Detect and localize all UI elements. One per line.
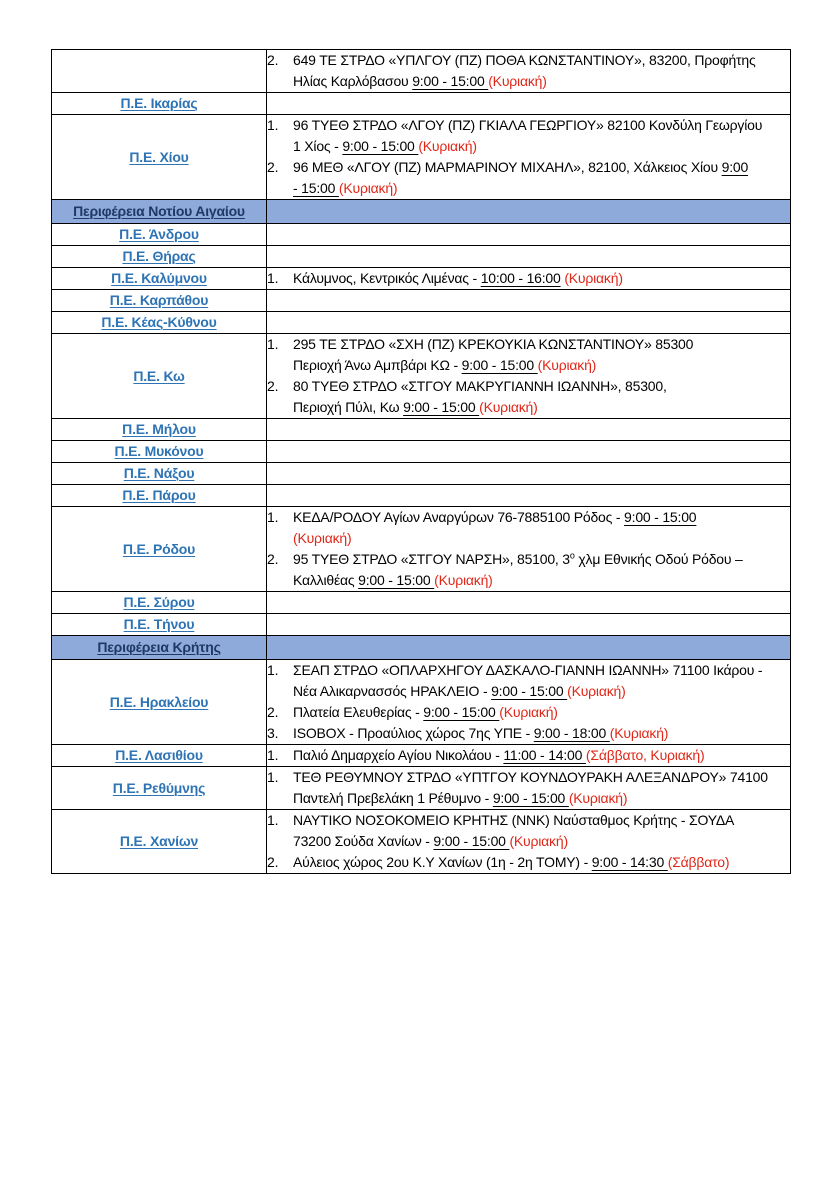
location-text: ΣΕΑΠ ΣΤΡΔΟ «ΟΠΛΑΡΧΗΓΟΥ ΔΑΣΚΑΛΟ-ΓΙΑΝΝΗ ΙΩΑΝΝΗ» 71100 Ικάρου - [293,662,763,678]
locations-cell [267,463,791,485]
opening-hours: 9:00 - 15:00 [492,790,569,806]
entry-number: 1. [267,812,279,828]
location-entry [267,50,790,92]
location-text: ΚΕΔΑ/ΡΟΔΟΥ Αγίων Αναργύρων 76-7885100 Ρόδος - [293,509,625,525]
region-link[interactable]: Π.Ε. Ικαρίας [120,95,198,111]
location-text: 73200 Σούδα Χανίων - [293,833,434,849]
opening-hours: 9:00 - 15:00 [358,572,435,588]
entry-text [293,157,790,199]
location-entry [267,376,790,418]
opening-hours: 10:00 - 16:00 [480,270,561,286]
region-cell [52,614,267,636]
entry-number: 1. [267,509,279,525]
locations-cell [267,290,791,312]
locations-cell [267,312,791,334]
entry-text [293,852,790,873]
region-link[interactable]: Π.Ε. Θήρας [122,248,196,264]
entry-text [293,268,790,289]
location-text: ΤΕΘ ΡΕΘΥΜΝΟΥ ΣΤΡΔΟ «ΥΠΤΓΟΥ ΚΟΥΝΔΟΥΡΑΚΗ ΑΛΕΞΑΝΔΡΟΥ» 74100 [293,769,768,785]
locations-cell [267,745,791,767]
section-header-row [52,636,791,660]
region-link[interactable]: Π.Ε. Χανίων [119,833,199,849]
location-entry [267,334,790,376]
location-text: ISOBOX - Προαύλιος χώρος 7ης ΥΠΕ - [293,725,534,741]
region-cell [52,224,267,246]
locations-cell [267,810,791,874]
region-link[interactable]: Π.Ε. Ρόδου [122,540,196,557]
location-entry [267,702,790,723]
opening-hours: 9:00 - 14:30 [591,854,668,870]
table-row [52,592,791,614]
region-cell [52,636,267,660]
location-text: Ηλίας Καρλόβασου [293,73,413,89]
location-text: Παντελή Πρεβελάκη 1 Ρέθυμνο - [293,790,493,806]
locations-cell [267,419,791,441]
opening-hours: 9:00 - 15:00 [461,357,538,373]
entry-number: 3. [267,725,279,741]
region-link[interactable]: Π.Ε. Καρπάθου [109,292,209,308]
location-text: χλμ Εθνικής Οδού Ρόδου – [574,551,743,567]
opening-day: (Κυριακή) [418,138,477,154]
table-row [52,419,791,441]
location-entry [267,268,790,289]
region-cell [52,334,267,419]
location-entry [267,810,790,852]
location-text: Παλιό Δημαρχείο Αγίου Νικολάου - [293,747,504,763]
table-row [52,268,791,290]
location-text: 649 ΤΕ ΣΤΡΔΟ «ΥΠΛΓΟΥ (ΠΖ) ΠΟΘΑ ΚΩΝΣΤΑΝΤΙΝΟΥ», 83200, Προφήτης [293,52,756,68]
region-cell [52,592,267,614]
entry-text [293,50,790,92]
location-text: ΝΑΥΤΙΚΟ ΝΟΣΟΚΟΜΕΙΟ ΚΡΗΤΗΣ (ΝΝΚ) Ναύσταθμος Κρήτης - ΣΟΥΔΑ [293,812,735,828]
table-row [52,810,791,874]
table-row [52,224,791,246]
location-text: Καλλιθέας [293,572,359,588]
region-link[interactable]: Π.Ε. Χίου [129,148,189,165]
region-cell [52,419,267,441]
region-link[interactable]: Π.Ε. Άνδρου [119,226,199,242]
region-cell [52,50,267,93]
entry-text [293,767,790,809]
region-cell [52,767,267,810]
opening-day: (Κυριακή) [293,530,352,546]
opening-day: (Κυριακή) [564,270,623,286]
table-row [52,745,791,767]
opening-hours: 9:00 - 15:00 [403,399,480,415]
location-text: 96 ΤΥΕΘ ΣΤΡΔΟ «ΛΓΟΥ (ΠΖ) ΓΚΙΑΛΑ ΓΕΩΡΓΙΟΥ» 82100 Κονδύλη Γεωργίου [293,117,763,133]
opening-hours: 9:00 - 15:00 [491,683,568,699]
entry-number: 1. [267,336,279,352]
location-entry [267,852,790,873]
location-entry [267,507,790,549]
entry-number: 1. [267,662,279,678]
region-cell [52,312,267,334]
location-text: Νέα Αλικαρνασσός ΗΡΑΚΛΕΙΟ - [293,683,492,699]
table-row [52,312,791,334]
opening-hours: - 15:00 [293,180,339,196]
table-row [52,767,791,810]
opening-day: (Κυριακή) [537,357,597,373]
opening-day: (Κυριακή) [568,790,628,806]
region-cell [52,485,267,507]
region-link[interactable]: Π.Ε. Σύρου [123,594,195,610]
table-row [52,485,791,507]
opening-day: (Κυριακή) [338,180,398,196]
entry-text [293,549,790,591]
entry-text [293,723,790,744]
region-link[interactable]: Π.Ε. Μυκόνου [114,443,204,459]
opening-hours: 9:00 - 18:00 [533,725,610,741]
region-cell [52,810,267,874]
region-link[interactable]: Π.Ε. Πάρου [122,487,196,503]
table-row [52,507,791,592]
opening-day: (Κυριακή) [567,683,626,699]
schedule-table-body [52,50,791,874]
region-link[interactable]: Π.Ε. Τήνου [123,616,195,632]
locations-cell [267,246,791,268]
table-row [52,93,791,115]
region-cell [52,290,267,312]
locations-cell [267,636,791,660]
location-text: Πλατεία Ελευθερίας - [293,704,424,720]
opening-hours: 11:00 - 14:00 [503,747,586,763]
entry-text [293,810,790,852]
table-row [52,660,791,745]
entry-number: 2. [267,854,279,870]
region-link[interactable]: Π.Ε. Ρεθύμνης [112,779,206,796]
locations-cell [267,485,791,507]
location-text: 95 ΤΥΕΘ ΣΤΡΔΟ «ΣΤΓΟΥ ΝΑΡΣΗ», 85100, 3 [293,551,570,567]
entry-text [293,376,790,418]
entry-number: 2. [267,704,279,720]
location-entry [267,660,790,702]
opening-day: (Κυριακή) [499,704,558,720]
table-row [52,441,791,463]
entry-text [293,115,790,157]
region-cell [52,246,267,268]
opening-hours: 9:00 - 15:00 [433,833,510,849]
opening-day: (Κυριακή) [479,399,538,415]
location-entry [267,157,790,199]
table-row [52,290,791,312]
table-row [52,614,791,636]
entry-number: 2. [267,551,279,567]
location-text: 1 Χίος - [293,138,343,154]
location-text: ο [569,550,575,561]
locations-cell [267,660,791,745]
location-entry [267,549,790,591]
entry-number: 1. [267,270,279,286]
locations-cell [267,592,791,614]
entry-number: 1. [267,117,279,133]
location-entry [267,723,790,744]
locations-cell [267,224,791,246]
locations-cell [267,50,791,93]
region-link[interactable]: Π.Ε. Μήλου [122,421,196,437]
opening-hours: 9:00 - 15:00 [412,73,489,89]
locations-cell [267,93,791,115]
entry-text [293,507,790,549]
entry-number: 2. [267,159,279,175]
entry-text [293,702,790,723]
region-cell [52,745,267,767]
opening-hours: 9:00 - 15:00 [423,704,500,720]
region-cell [52,115,267,200]
opening-day: (Σάββατο) [667,854,730,870]
table-row [52,334,791,419]
opening-hours: 9:00 - 15:00 [624,509,697,525]
location-entry [267,115,790,157]
locations-cell [267,614,791,636]
entry-number: 1. [267,747,279,763]
location-text: 96 ΜΕΘ «ΛΓΟΥ (ΠΖ) ΜΑΡΜΑΡΙΝΟΥ ΜΙΧΑΗΛ», 82100, Χάλκειος Χίου [293,159,722,175]
region-link[interactable]: Π.Ε. Κω [133,367,185,384]
locations-cell [267,334,791,419]
entry-number: 2. [267,52,279,68]
region-cell [52,200,267,224]
region-cell [52,268,267,290]
opening-hours: 9:00 - 15:00 [342,138,419,154]
region-cell [52,507,267,592]
locations-cell [267,268,791,290]
section-header-row [52,200,791,224]
entry-text [293,745,790,766]
region-cell [52,441,267,463]
opening-day: (Κυριακή) [434,572,493,588]
table-row [52,115,791,200]
table-row [52,463,791,485]
section-title: Περιφέρεια Κρήτης [97,639,221,655]
entry-number: 1. [267,769,279,785]
table-row [52,50,791,93]
opening-day: (Σάββατο, Κυριακή) [585,747,705,763]
location-text: Περιοχή Πύλι, Κω [293,399,404,415]
region-cell [52,660,267,745]
locations-cell [267,200,791,224]
region-cell [52,463,267,485]
region-link[interactable]: Π.Ε. Ηρακλείου [109,693,209,710]
opening-hours: 9:00 [721,159,749,175]
locations-cell [267,507,791,592]
region-link[interactable]: Π.Ε. Καλύμνου [111,270,207,286]
locations-cell [267,115,791,200]
entry-text [293,334,790,376]
region-link[interactable]: Π.Ε. Κέας-Κύθνου [101,314,217,330]
location-text: Κάλυμνος, Κεντρικός Λιμένας - [293,270,481,286]
locations-cell [267,441,791,463]
location-entry [267,745,790,766]
region-cell [52,93,267,115]
region-link[interactable]: Π.Ε. Λασιθίου [115,747,203,763]
location-text: 80 ΤΥΕΘ ΣΤΡΔΟ «ΣΤΓΟΥ ΜΑΚΡΥΓΙΑΝΝΗ ΙΩΑΝΝΗ», 85300, [293,378,667,394]
locations-cell [267,767,791,810]
vaccination-schedule-table [51,49,791,874]
location-entry [267,767,790,809]
location-text: 295 ΤΕ ΣΤΡΔΟ «ΣΧΗ (ΠΖ) ΚΡΕΚΟΥΚΙΑ ΚΩΝΣΤΑΝΤΙΝΟΥ» 85300 [293,336,694,352]
opening-day: (Κυριακή) [488,73,547,89]
location-text: Περιοχή Άνω Αμπβάρι ΚΩ - [293,357,462,373]
location-text: Αύλειος χώρος 2ου Κ.Υ Χανίων (1η - 2η ΤΟΜΥ) - [293,854,592,870]
table-row [52,246,791,268]
entry-number: 2. [267,378,279,394]
opening-day: (Κυριακή) [509,833,568,849]
entry-text [293,660,790,702]
section-title: Περιφέρεια Νοτίου Αιγαίου [73,203,245,219]
opening-day: (Κυριακή) [609,725,669,741]
region-link[interactable]: Π.Ε. Νάξου [123,465,195,481]
